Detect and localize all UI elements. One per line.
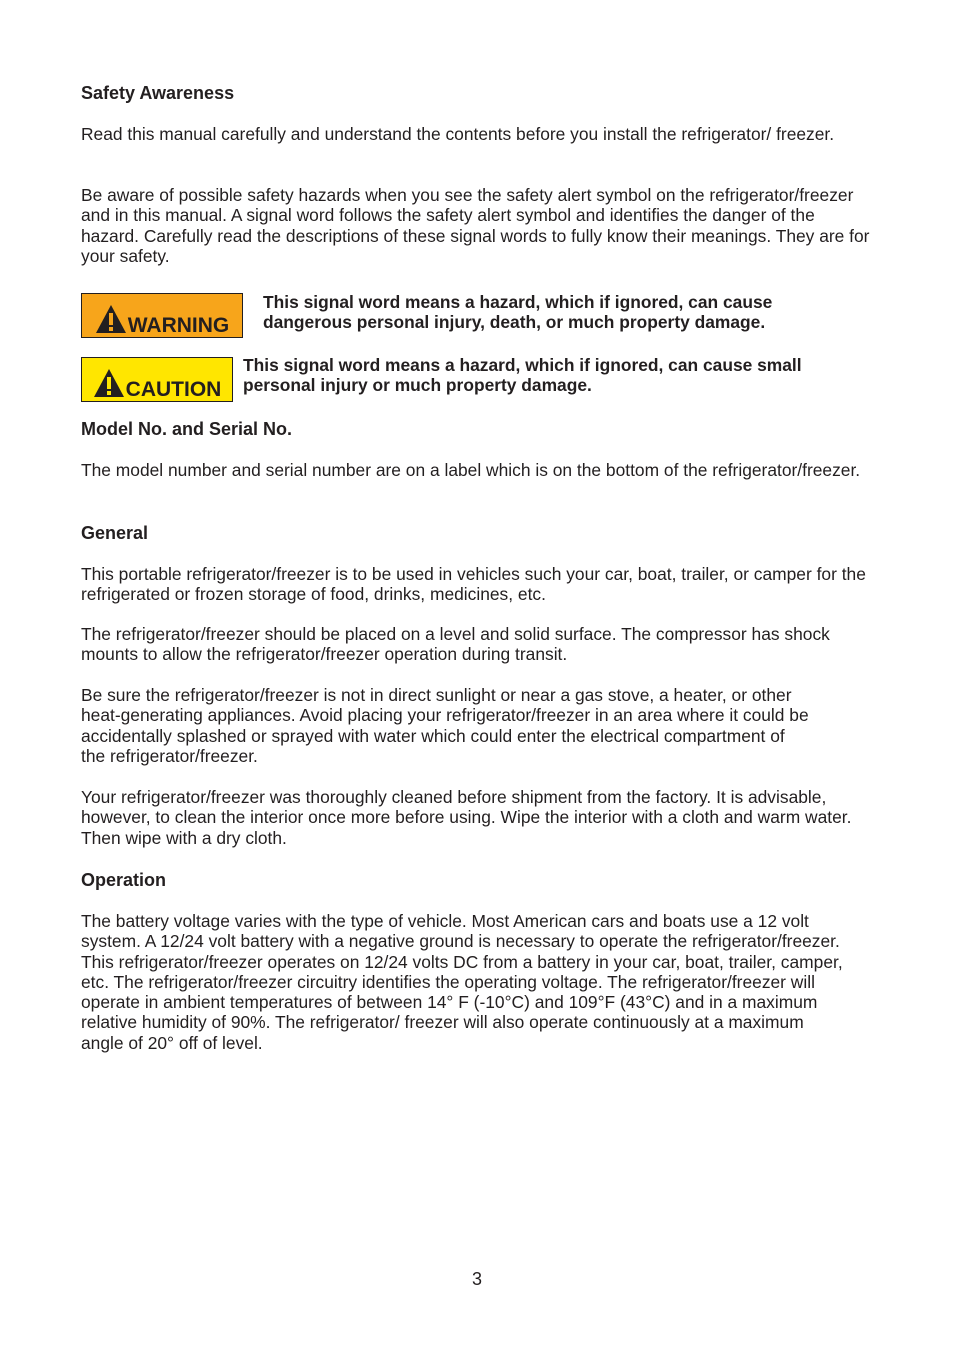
general-paragraph-3: Be sure the refrigerator/freezer is not in direct sunlight or near a gas stove, a heater, or other heat-generating appliances. Avoid placing your refrigerator/freezer in an area where it could be accidentally splashed or sprayed with water which could enter the electrical compartment of the refrigerator/freezer. — [81, 685, 809, 766]
model-serial-heading: Model No. and Serial No. — [81, 419, 293, 439]
caution-signal-row — [81, 357, 868, 402]
caution-badge — [81, 357, 233, 402]
general-paragraph-1: This portable refrigerator/freezer is to be used in vehicles such your car, boat, trailer, or camper for the refrigerated or frozen storage of food, drinks, medicines, etc. — [81, 564, 866, 605]
general-paragraph-4: Your refrigerator/freezer was thoroughly cleaned before shipment from the factory. It is advisable, however, to clean the interior once more before using. Wipe the interior with a cloth and warm water. Then wipe with a dry cloth. — [81, 787, 852, 848]
safety-awareness-heading: Safety Awareness — [81, 83, 235, 103]
caution-label: CAUTION — [125, 377, 222, 401]
caution-description: This signal word means a hazard, which if ignored, can cause small personal injury or much property damage. — [243, 355, 802, 396]
alert-triangle-icon — [93, 368, 125, 398]
warning-label: WARNING — [127, 313, 230, 337]
model-paragraph-1: The model number and serial number are on a label which is on the bottom of the refrigerator/freezer. — [81, 460, 861, 480]
warning-description: This signal word means a hazard, which if ignored, can cause dangerous personal injury, death, or much property damage. — [263, 292, 773, 333]
safety-paragraph-2: Be aware of possible safety hazards when you see the safety alert symbol on the refrigerator/freezer and in this manual. A signal word follows the safety alert symbol and identifies the danger of the hazard. Carefully read the descriptions of these signal words to fully know their meanings. They are for your safety. — [81, 185, 870, 266]
page-number: 3 — [471, 1269, 482, 1289]
operation-paragraph-1: The battery voltage varies with the type of vehicle. Most American cars and boats use a 12 volt system. A 12/24 volt battery with a negative ground is necessary to operate the refrigerator/freezer. This refrigerator/freezer operates on 12/24 volts DC from a battery in your car, boat, trailer, camper, etc. The refrigerator/freezer circuitry identifies the operating voltage. The refrigerator/freezer will operate in ambient temperatures of between 14° F (-10°C) and 109°F (43°C) and in a maximum relative humidity of 90%. The refrigerator/ freezer will also operate continuously at a maximum angle of 20° off of level. — [81, 911, 843, 1053]
safety-paragraph-1: Read this manual carefully and understand the contents before you install the refrigerator/ freezer. — [81, 124, 835, 144]
general-heading: General — [81, 523, 149, 543]
alert-triangle-icon — [95, 304, 127, 334]
warning-badge — [81, 293, 243, 338]
general-paragraph-2: The refrigerator/freezer should be placed on a level and solid surface. The compressor has shock mounts to allow the refrigerator/freezer operation during transit. — [81, 624, 830, 665]
warning-signal-row — [81, 293, 863, 338]
operation-heading: Operation — [81, 870, 167, 890]
